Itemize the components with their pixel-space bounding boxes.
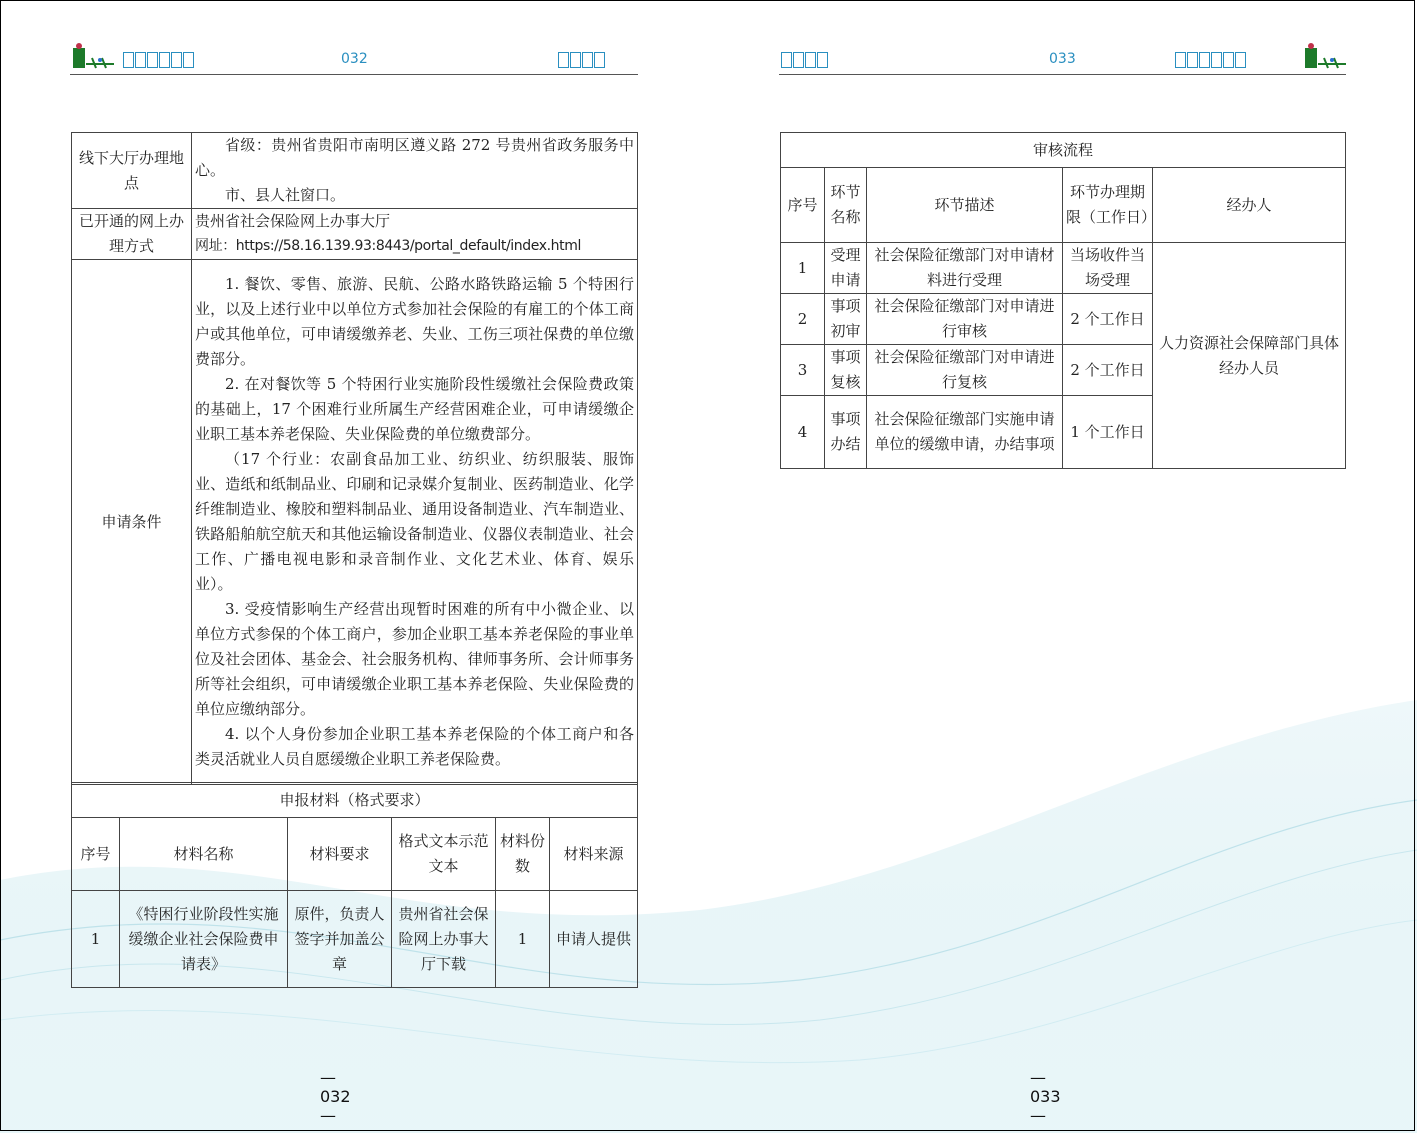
row-content <box>192 133 638 209</box>
info-table <box>71 132 638 785</box>
footer-page-number: — 032 — <box>320 1068 351 1125</box>
review-title: 审核流程 <box>781 133 1346 168</box>
address-text: 市、县人社窗口。 <box>225 186 346 204</box>
column-header: 环节办理期限（工作日） <box>1063 168 1153 243</box>
logo-icon <box>70 42 116 72</box>
column-header: 格式文本示范文本 <box>392 818 496 891</box>
condition-text: 3. 受疫情影响生产经营出现暂时困难的所有中小微企业、以单位方式参保的个体工商户，参加企业职工基本养老保险的事业单位及社会团体、基金会、社会服务机构、律师事务所、会计师事务所等社会组织，可申请缓缴企业职工基本养老保险、失业保险费的单位应缴纳部分。 <box>195 600 634 718</box>
header-page-number: 033 <box>1049 51 1076 67</box>
online-hall-text: 贵州省社会保险网上办事大厅 <box>195 212 391 230</box>
column-header: 序号 <box>72 818 120 891</box>
column-header: 材料名称 <box>120 818 288 891</box>
column-header: 材料份数 <box>496 818 550 891</box>
condition-text: 1. 餐饮、零售、旅游、民航、公路水路铁路运输 5 个特困行业，以及上述行业中以单位方式参加社会保险的有雇工的个体工商户或其他单位，可申请缓缴养老、失业、工伤三项社保费的单位缴费部分。 <box>195 275 634 368</box>
table-cell: 3 <box>781 345 825 396</box>
table-row <box>72 133 638 209</box>
table-cell: 事项初审 <box>825 294 867 345</box>
header-divider <box>70 74 638 75</box>
table-cell: 申请人提供 <box>550 891 638 988</box>
table-cell: 1 <box>72 891 120 988</box>
review-process-table <box>780 132 1346 469</box>
table-cell: 原件，负责人签字并加盖公章 <box>288 891 392 988</box>
column-header: 环节名称 <box>825 168 867 243</box>
materials-table <box>71 782 638 988</box>
table-title-row <box>72 783 638 818</box>
table-row <box>781 243 1346 294</box>
table-cell: 事项复核 <box>825 345 867 396</box>
condition-text: （17 个行业：农副食品加工业、纺织业、纺织服装、服饰业、造纸和纸制品业、印刷和记录媒介复制业、医药制造业、化学纤维制造业、橡胶和塑料制品业、通用设备制造业、汽车制造业、铁路船舶航空航天和其他运输设备制造业、仪器仪表制造业、社会工作、广播电视电影和录音制作业、文化艺术业、体育、娱乐业）。 <box>195 450 634 593</box>
table-cell: 事项办结 <box>825 396 867 469</box>
table-cell: 1 <box>496 891 550 988</box>
table-row <box>72 891 638 988</box>
table-row <box>72 260 638 785</box>
header-section-placeholder <box>781 52 828 68</box>
table-cell: 社会保险征缴部门对申请进行复核 <box>867 345 1063 396</box>
header-page-number: 032 <box>341 51 368 67</box>
materials-title: 申报材料（格式要求） <box>72 783 638 818</box>
table-cell: 贵州省社会保险网上办事大厅下载 <box>392 891 496 988</box>
header-section-placeholder <box>558 52 605 68</box>
header-title-placeholder <box>123 52 194 68</box>
table-header-row <box>72 818 638 891</box>
header-divider <box>779 74 1346 75</box>
column-header: 序号 <box>781 168 825 243</box>
table-cell: 4 <box>781 396 825 469</box>
row-label: 线下大厅办理地点 <box>72 133 192 209</box>
row-content <box>192 209 638 260</box>
table-cell: 2 个工作日 <box>1063 345 1153 396</box>
condition-text: 2. 在对餐饮等 5 个特困行业实施阶段性缓缴社会保险费政策的基础上，17 个困难行业所属生产经营困难企业，可申请缓缴企业职工基本养老保险、失业保险费的单位缴费部分。 <box>195 375 634 443</box>
footer-page-number: — 033 — <box>1030 1068 1061 1125</box>
table-cell: 1 <box>781 243 825 294</box>
table-header-row <box>781 168 1346 243</box>
table-cell: 社会保险征缴部门实施申请单位的缓缴申请，办结事项 <box>867 396 1063 469</box>
table-cell: 当场收件当场受理 <box>1063 243 1153 294</box>
table-cell: 《特困行业阶段性实施缓缴企业社会保险费申请表》 <box>120 891 288 988</box>
address-text: 省级：贵州省贵阳市南明区遵义路 272 号贵州省政务服务中心。 <box>195 136 634 179</box>
table-cell: 社会保险征缴部门对申请材料进行受理 <box>867 243 1063 294</box>
online-url-link[interactable]: 网址：https://58.16.139.93:8443/portal_default/index.html <box>195 238 581 254</box>
row-label: 申请条件 <box>72 260 192 785</box>
column-header: 材料要求 <box>288 818 392 891</box>
handler-cell: 人力资源社会保障部门具体经办人员 <box>1153 243 1346 469</box>
column-header: 环节描述 <box>867 168 1063 243</box>
table-cell: 2 个工作日 <box>1063 294 1153 345</box>
table-cell: 受理申请 <box>825 243 867 294</box>
header-title-placeholder <box>1175 52 1246 68</box>
table-title-row <box>781 133 1346 168</box>
table-row <box>72 209 638 260</box>
table-cell: 1 个工作日 <box>1063 396 1153 469</box>
table-cell: 2 <box>781 294 825 345</box>
condition-text: 4. 以个人身份参加企业职工基本养老保险的个体工商户和各类灵活就业人员自愿缓缴企业职工养老保险费。 <box>195 725 634 768</box>
row-content <box>192 260 638 785</box>
logo-icon <box>1302 42 1348 72</box>
table-cell: 社会保险征缴部门对申请进行审核 <box>867 294 1063 345</box>
column-header: 经办人 <box>1153 168 1346 243</box>
row-label: 已开通的网上办理方式 <box>72 209 192 260</box>
column-header: 材料来源 <box>550 818 638 891</box>
